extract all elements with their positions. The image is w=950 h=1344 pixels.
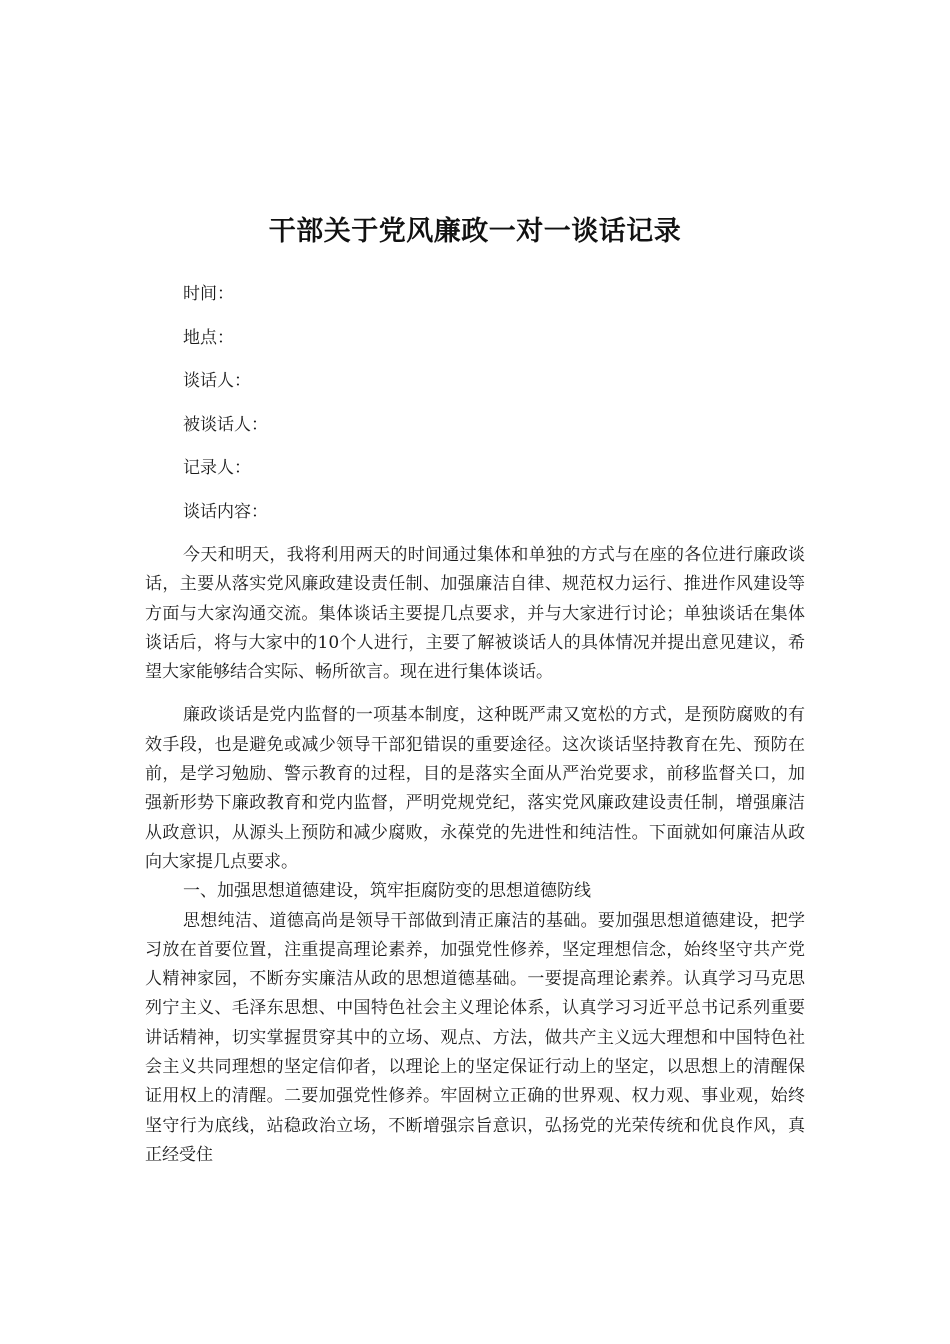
meta-time: 时间： — [183, 284, 234, 304]
meta-recorder: 记录人： — [183, 458, 251, 479]
meta-content-label: 谈话内容： — [183, 501, 268, 522]
meta-block — [183, 282, 783, 544]
meta-location: 地点： — [183, 327, 234, 348]
meta-interviewer: 谈话人： — [183, 371, 251, 392]
paragraph-intro: 今天和明天，我将利用两天的时间通过集体和单独的方式与在座的各位进行廉政谈话，主要从落实党风廉政建设责任制、加强廉洁自律、规范权力运行、推进作风建设等方面与大家沟通交流。集体谈话主要提几点要求，并与大家进行讨论；单独谈话在集体谈话后，将与大家中的10个人进行，主要了解被谈话人的具体情况并提出意见建议，希望大家能够结合实际、畅所欲言。现在进行集体谈话。 — [145, 545, 805, 683]
document-body — [145, 541, 805, 1170]
document-title: 干部关于党风廉政一对一谈话记录 — [268, 216, 682, 247]
paragraph-purpose: 廉政谈话是党内监督的一项基本制度，这种既严肃又宽松的方式，是预防腐败的有效手段，也是避免或减少领导干部犯错误的重要途径。这次谈话坚持教育在先、预防在前，是学习勉励、警示教育的过程，目的是落实全面从严治党要求，前移监督关口，加强新形势下廉政教育和党内监督，严明党规党纪，落实党风廉政建设责任制，增强廉洁从政意识，从源头上预防和减少腐败，永葆党的先进性和纯洁性。下面就如何廉洁从政向大家提几点要求。 — [145, 705, 805, 872]
section-heading: 一、加强思想道德建设，筑牢拒腐防变的思想道德防线 — [183, 881, 591, 902]
meta-interviewee: 被谈话人： — [183, 414, 268, 435]
paragraph-section-one: 思想纯洁、道德高尚是领导干部做到清正廉洁的基础。要加强思想道德建设，把学习放在首要位置，注重提高理论素养，加强党性修养，坚定理想信念，始终坚守共产党人精神家园，不断夯实廉洁从政的思想道德基础。一要提高理论素养。认真学习马克思列宁主义、毛泽东思想、中国特色社会主义理论体系，认真学习习近平总书记系列重要讲话精神，切实掌握贯穿其中的立场、观点、方法，做共产主义远大理想和中国特色社会主义共同理想的坚定信仰者，以理论上的坚定保证行动上的坚定，以思想上的清醒保证用权上的清醒。二要加强党性修养。牢固树立正确的世界观、权力观、事业观，始终坚守行为底线，站稳政治立场，不断增强宗旨意识，弘扬党的光荣传统和优良作风，真正经受住 — [145, 910, 805, 1165]
